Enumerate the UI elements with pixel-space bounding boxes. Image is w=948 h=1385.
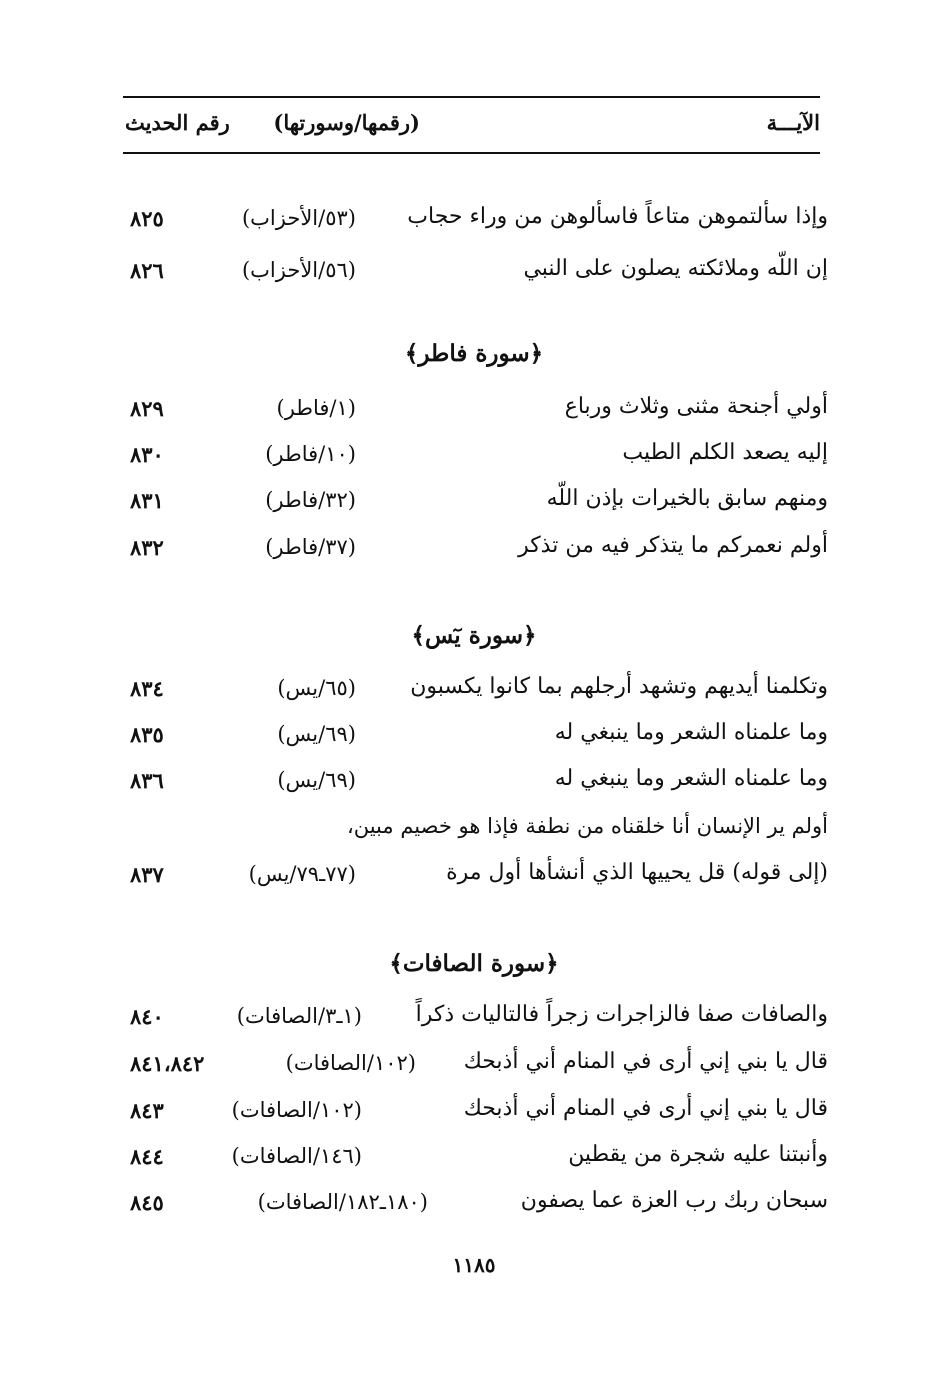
verse-text: وتكلمنا أيديهم وتشهد أرجلهم بما كانوا يكسبون — [410, 674, 828, 699]
verse-text: إن اللّه وملائكته يصلون على النبي — [523, 256, 828, 281]
verse-reference: (١٨٠ـ١٨٢/الصافات) — [257, 1190, 428, 1214]
verse-text: قال يا بني إني أرى في المنام أني أذبحك — [463, 1096, 828, 1121]
verse-text: سبحان ربك رب العزة عما يصفون — [520, 1188, 828, 1213]
verse-text: وما علمناه الشعر وما ينبغي له — [554, 720, 828, 745]
hadith-number: ٨٢٩ — [130, 396, 164, 421]
hadith-number: ٨٣٥ — [130, 722, 164, 747]
table-row — [120, 388, 828, 428]
verse-reference: (١٠٢/الصافات) — [231, 1098, 362, 1122]
table-row — [120, 996, 828, 1036]
verse-text: (إلى قوله) قل يحييها الذي أنشأها أول مرة — [446, 860, 828, 885]
table-row — [120, 808, 828, 848]
table-row — [120, 760, 828, 800]
verse-text: إليه يصعد الكلم الطيب — [622, 440, 828, 465]
hadith-number: ٨٢٦ — [130, 258, 164, 283]
verse-reference: (١٤٦/الصافات) — [231, 1144, 362, 1168]
hadith-number: ٨٤٤ — [130, 1144, 164, 1169]
hadith-number: ٨٤١،٨٤٢ — [130, 1051, 205, 1076]
verse-reference: (١٠٢/الصافات) — [285, 1051, 416, 1075]
verse-reference: (١ـ٣/الصافات) — [236, 1004, 362, 1028]
table-row — [120, 1043, 828, 1083]
verse-reference: (٦٥/يس) — [277, 676, 356, 700]
table-row — [120, 250, 828, 290]
verse-reference: (٦٩/يس) — [277, 768, 356, 792]
header-reference: (رقمها/وسورتها) — [273, 110, 420, 135]
verse-reference: (٥٣/الأحزاب) — [241, 206, 356, 230]
table-header — [123, 96, 820, 154]
hadith-number: ٨٣٢ — [130, 535, 164, 560]
verse-text: ومنهم سابق بالخيرات بإذن اللّه — [546, 486, 828, 511]
table-row — [120, 714, 828, 754]
sura-heading: ﴿سورة الصافات﴾ — [389, 950, 559, 977]
verse-reference: (٣٢/فاطر) — [265, 488, 356, 512]
verse-text: وأنبتنا عليه شجرة من يقطين — [568, 1142, 828, 1167]
page-number: ١١٨٥ — [452, 1253, 496, 1277]
hadith-number: ٨٤٠ — [130, 1004, 164, 1029]
verse-text: وما علمناه الشعر وما ينبغي له — [554, 766, 828, 791]
header-hadith-number: رقم الحديث — [125, 110, 230, 135]
sura-heading: ﴿سورة فاطر﴾ — [404, 340, 544, 367]
hadith-number: ٨٣٧ — [130, 862, 164, 887]
verse-text: أولي أجنحة مثنى وثلاث ورباع — [564, 394, 828, 419]
table-row — [120, 1136, 828, 1176]
hadith-number: ٨٣٦ — [130, 768, 164, 793]
hadith-number: ٨٤٥ — [130, 1190, 164, 1215]
verse-reference: (٦٩/يس) — [277, 722, 356, 746]
verse-reference: (١٠/فاطر) — [265, 442, 356, 466]
hadith-number: ٨٣١ — [130, 488, 164, 513]
verse-text: قال يا بني إني أرى في المنام أني أذبحك — [463, 1049, 828, 1074]
verse-reference: (١/فاطر) — [276, 396, 356, 420]
table-row — [120, 434, 828, 474]
header-verse: الآيـــة — [766, 110, 820, 135]
verse-text: أولم نعمركم ما يتذكر فيه من تذكر — [518, 533, 828, 558]
hadith-number: ٨٣٠ — [130, 442, 164, 467]
verse-text: والصافات صفا فالزاجرات زجراً فالتاليات ذكراً — [415, 1002, 828, 1027]
table-row — [120, 854, 828, 894]
hadith-number: ٨٢٥ — [130, 206, 164, 231]
table-row — [120, 668, 828, 708]
verse-reference: (٧٧ـ٧٩/يس) — [248, 862, 356, 886]
table-row — [120, 198, 828, 238]
table-row — [120, 527, 828, 567]
table-row — [120, 1090, 828, 1130]
verse-reference: (٥٦/الأحزاب) — [241, 258, 356, 282]
sura-heading: ﴿سورة يٓس﴾ — [411, 622, 537, 649]
verse-text: وإذا سألتموهن متاعاً فاسألوهن من وراء حجاب — [407, 204, 828, 229]
verse-text: أولم ير الإنسان أنا خلقناه من نطفة فإذا هو خصيم مبين، — [346, 814, 828, 838]
hadith-number: ٨٣٤ — [130, 676, 164, 701]
verse-reference: (٣٧/فاطر) — [265, 535, 356, 559]
table-row — [120, 1182, 828, 1222]
table-row — [120, 480, 828, 520]
hadith-number: ٨٤٣ — [130, 1098, 164, 1123]
